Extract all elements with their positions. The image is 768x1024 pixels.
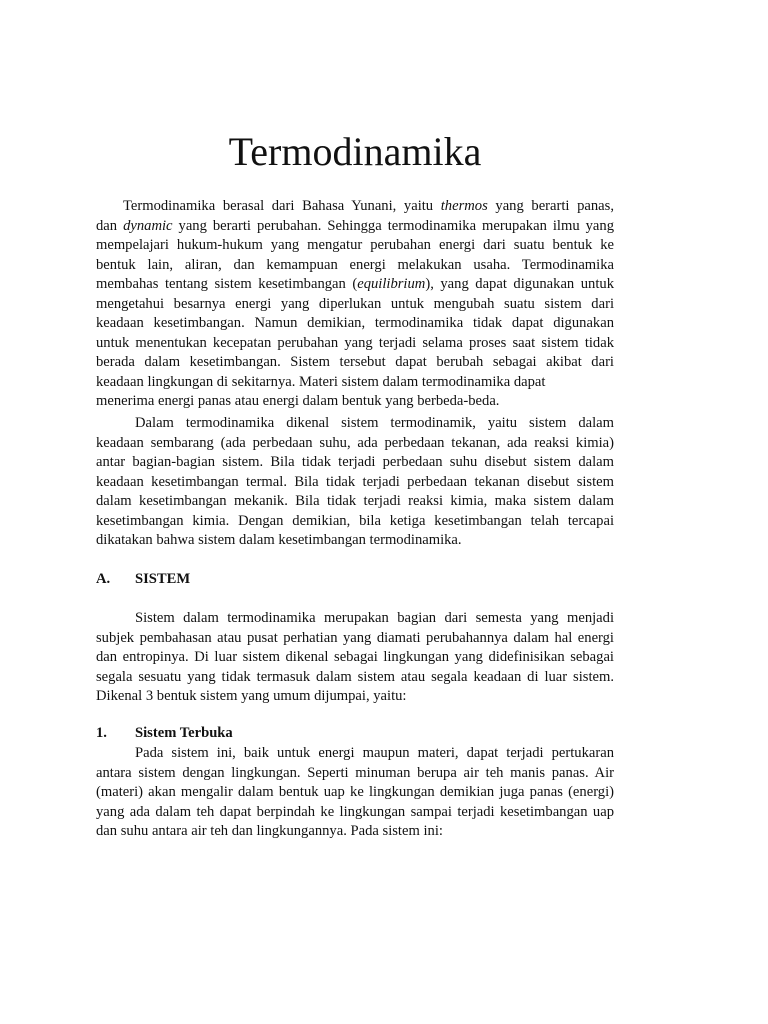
text-line: segala sesuatu yang tidak termasuk dalam sistem atau segala keadaan di luar sistem. bbox=[96, 668, 614, 685]
text-line: mengetahui besarnya energi yang diperlukan untuk mengubah suatu sistem dari bbox=[96, 295, 614, 312]
document-title: Termodinamika bbox=[228, 129, 482, 174]
text-line: Pada sistem ini, baik untuk energi maupun materi, dapat terjadi pertukaran bbox=[135, 745, 614, 761]
text-line: mempelajari hukum-hukum yang mengatur perubahan energi dari suatu bentuk ke bbox=[96, 237, 614, 254]
text-line: berada dalam kesetimbangan. Sistem tersebut dapat berubah sebagai akibat dari bbox=[96, 354, 614, 371]
text-line: dalam kesetimbangan mekanik. Bila tidak terjadi reaksi kimia, maka sistem dalam bbox=[96, 493, 614, 510]
section-heading-sistem bbox=[96, 570, 614, 590]
text-line: untuk menentukan kecepatan perubahan yang terjadi selama proses saat sistem tidak bbox=[96, 334, 614, 351]
section-title: SISTEM bbox=[135, 571, 191, 587]
text-line: dikatakan bahwa sistem dalam kesetimbangan termodinamika. bbox=[96, 532, 462, 549]
paragraph-system-definition bbox=[96, 609, 614, 707]
text-line: keadaan sembarang (ada perbedaan suhu, ada perbedaan tekanan, ada reaksi kimia) bbox=[96, 434, 614, 451]
subsection-number: 1. bbox=[96, 725, 107, 741]
text-line: keadaan lingkungan di sekitarnya. Materi sistem dalam termodinamika dapat bbox=[96, 373, 546, 390]
intro-paragraph bbox=[96, 197, 614, 412]
text-line: menerima energi panas atau energi dalam bentuk yang berbeda-beda. bbox=[96, 393, 500, 410]
text-line: Dalam termodinamika dikenal sistem termodinamik, yaitu sistem dalam bbox=[135, 415, 614, 431]
text-line: Dikenal 3 bentuk sistem yang umum dijumpai, yaitu: bbox=[96, 688, 407, 705]
text-line: antar bagian-bagian sistem. Bila tidak terjadi perbedaan suhu disebut sistem dalam bbox=[96, 454, 614, 471]
emphasis-thermos: thermos bbox=[440, 198, 488, 214]
text-line: kesetimbangan kimia. Dengan demikian, bila ketiga kesetimbangan telah tercapai bbox=[96, 512, 614, 529]
emphasis-dynamic: dynamic bbox=[123, 217, 173, 234]
emphasis-equilibrium: equilibrium bbox=[357, 276, 426, 293]
text-line: keadaan kesetimbangan termal. Bila tidak terjadi perbedaan tekanan disebut sistem bbox=[96, 473, 614, 490]
section-number: A. bbox=[96, 571, 111, 587]
text-line: keadaan kesetimbangan. Namun demikian, termodinamika tidak dapat digunakan bbox=[96, 315, 614, 332]
text-line: Sistem dalam termodinamika merupakan bagian dari semesta yang menjadi bbox=[135, 610, 614, 626]
text-line: dan entropinya. Di luar sistem dikenal sebagai lingkungan yang didefinisikan sebagai bbox=[96, 649, 614, 666]
paragraph-equilibrium-types bbox=[96, 414, 614, 551]
subsection-heading-sistem-terbuka bbox=[96, 724, 614, 744]
subsection-title: Sistem Terbuka bbox=[135, 725, 233, 741]
text-line: bentuk lain, aliran, dan kemampuan energi melakukan usaha. Termodinamika bbox=[96, 256, 614, 273]
paragraph-open-system bbox=[96, 744, 614, 842]
text-line: subjek pembahasan atau pusat perhatian yang diamati perubahannya dalam hal energi bbox=[96, 629, 614, 646]
text-line: yang ada dalam teh dapat berpindah ke lingkungan sampai terjadi kesetimbangan uap bbox=[96, 803, 614, 820]
text-line: Termodinamika berasal dari Bahasa Yunani, yaitu thermos yang berarti panas, bbox=[123, 198, 614, 214]
text-line: dan dynamic yang berarti perubahan. Sehingga termodinamika merupakan ilmu yang bbox=[96, 217, 614, 234]
text-line: (materi) akan mengalir dalam bentuk uap ke lingkungan demikian juga panas (energi) bbox=[96, 784, 614, 801]
text-line: membahas tentang sistem kesetimbangan (equilibrium), yang dapat digunakan untuk bbox=[96, 276, 614, 293]
text-line: antara sistem dengan lingkungan. Seperti minuman berupa air teh manis panas. Air bbox=[96, 764, 614, 781]
text-line: dan suhu antara air teh dan lingkungannya. Pada sistem ini: bbox=[96, 823, 443, 840]
